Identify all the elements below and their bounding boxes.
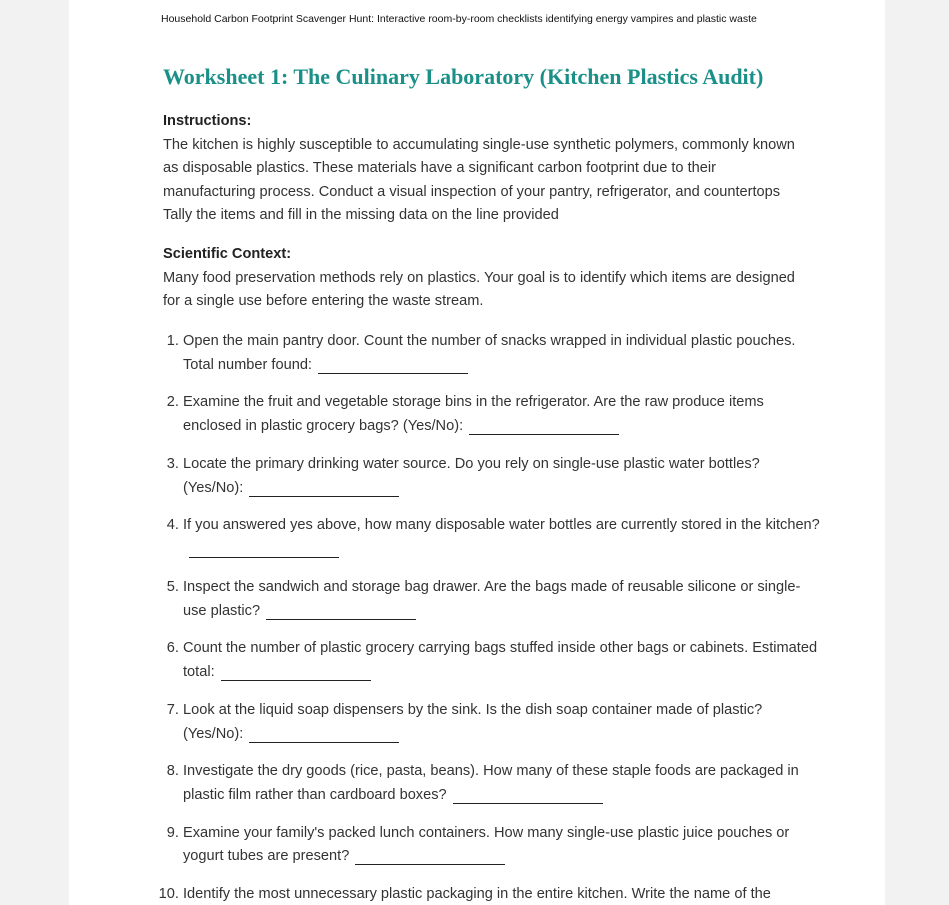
question-text: Locate the primary drinking water source. Do you rely on single-use plastic water bottles? (Yes/No):	[183, 455, 760, 496]
question-item	[183, 637, 823, 684]
question-text: Examine your family's packed lunch containers. How many single-use plastic juice pouches or yogurt tubes are present?	[183, 824, 790, 865]
question-text: Investigate the dry goods (rice, pasta, beans). How many of these staple foods are packaged in plastic film rather than cardboard boxes?	[183, 763, 799, 803]
question-item	[183, 699, 823, 746]
answer-blank[interactable]	[355, 850, 505, 865]
question-text: Inspect the sandwich and storage bag drawer. Are the bags made of reusable silicone or single-use plastic?	[183, 578, 801, 619]
question-item	[183, 453, 823, 500]
instructions-section	[163, 110, 803, 228]
question-text: Examine the fruit and vegetable storage bins in the refrigerator. Are the raw produce items enclosed in plastic grocery bags? (Yes/No):	[183, 394, 764, 435]
scientific-context-label: Scientific Context:	[163, 246, 292, 262]
question-item	[183, 576, 823, 623]
question-text: If you answered yes above, how many disposable water bottles are currently stored in the kitchen?	[183, 517, 820, 534]
answer-blank[interactable]	[453, 789, 603, 804]
answer-blank[interactable]	[249, 482, 399, 497]
question-item	[183, 391, 823, 438]
answer-blank[interactable]	[266, 605, 416, 620]
worksheet-title: Worksheet 1: The Culinary Laboratory (Kitchen Plastics Audit)	[163, 64, 764, 89]
answer-blank[interactable]	[318, 359, 468, 374]
worksheet-page	[69, 0, 885, 905]
question-text: Identify the most unnecessary plastic packaging in the entire kitchen. Write the name of the	[183, 886, 771, 903]
running-header: Household Carbon Footprint Scavenger Hunt: Interactive room-by-room checklists identifying energy vampires and plastic waste	[161, 13, 757, 25]
scientific-context-text: Many food preservation methods rely on plastics. Your goal is to identify which items are designed for a single use before entering the waste stream.	[163, 269, 795, 310]
answer-blank[interactable]	[189, 543, 339, 558]
question-text: Open the main pantry door. Count the number of snacks wrapped in individual plastic pouches. Total number found:	[183, 333, 796, 373]
question-list	[163, 330, 823, 905]
question-item	[183, 822, 823, 869]
answer-blank[interactable]	[249, 728, 399, 743]
instructions-text: The kitchen is highly susceptible to accumulating single-use synthetic polymers, commonly known as disposable plastics. These materials have a significant carbon footprint due to their manufacturing process. Conduct a visual inspection of your pantry, refrigerator, and countertops Tally the items and fill in the missing data on the line provided	[163, 136, 795, 224]
scientific-context-section	[163, 243, 803, 314]
answer-blank[interactable]	[221, 666, 371, 681]
question-item	[183, 883, 823, 905]
answer-blank[interactable]	[469, 420, 619, 435]
question-item	[183, 760, 823, 807]
question-text: Count the number of plastic grocery carrying bags stuffed inside other bags or cabinets. Estimated total:	[183, 640, 818, 681]
question-item	[183, 514, 823, 561]
question-text: Look at the liquid soap dispensers by the sink. Is the dish soap container made of plastic? (Yes/No):	[183, 701, 763, 742]
question-item	[183, 330, 823, 377]
instructions-label: Instructions:	[163, 113, 252, 129]
